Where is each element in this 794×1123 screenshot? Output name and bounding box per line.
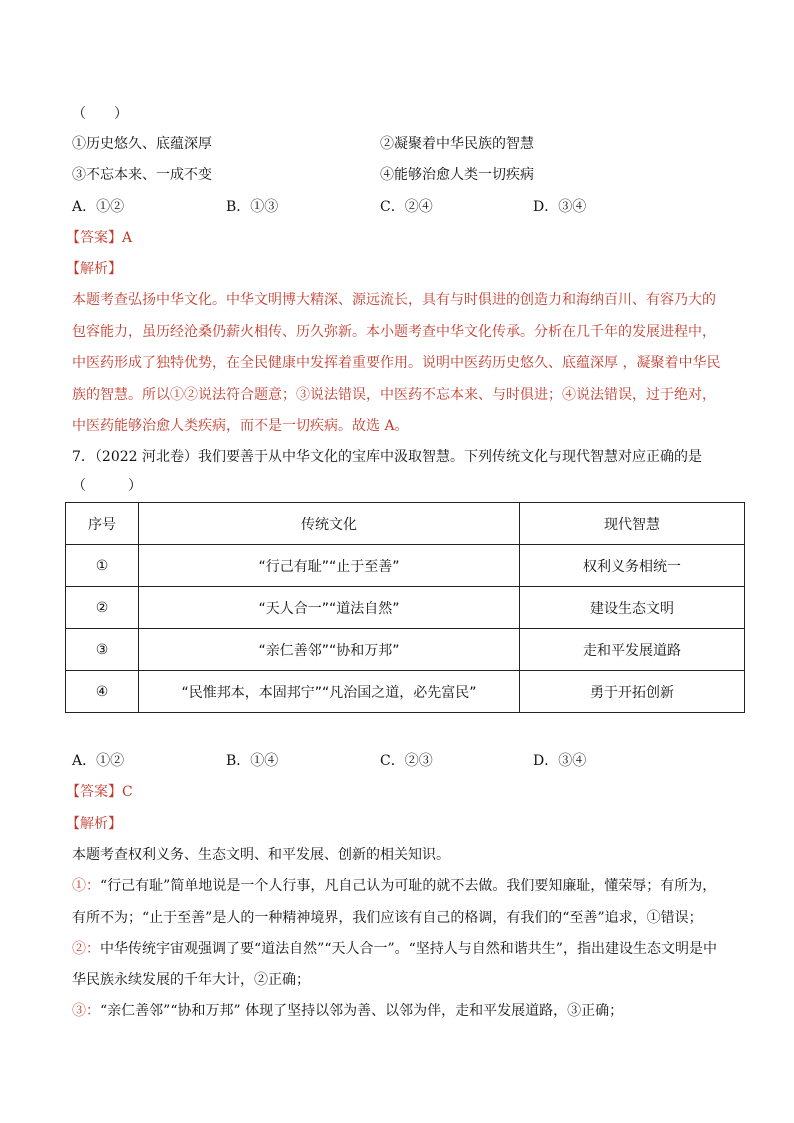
q6-answer xyxy=(66,228,132,248)
header-modern: 现代智慧 xyxy=(520,503,745,545)
q7-answer xyxy=(66,782,133,802)
cell-traditional: “天人合一”“道法自然” xyxy=(139,587,520,629)
header-index: 序号 xyxy=(66,503,139,545)
answer-value: C xyxy=(122,784,133,800)
answer-tag: 【答案】 xyxy=(66,230,122,246)
table-row xyxy=(66,587,745,629)
cell-modern: 建设生态文明 xyxy=(520,587,745,629)
answer-value: A xyxy=(122,230,133,246)
q7-analysis-item xyxy=(72,1001,623,1021)
q7-choice-b: B．①④ xyxy=(226,753,279,769)
q6-analysis-line-4: 族的智慧。所以①②说法符合题意；③说法错误，中医药不忘本来、与时俱进；④说法错误，过于绝对， xyxy=(72,387,716,403)
q7-analysis-item xyxy=(72,908,703,928)
q7-choice-d: D．③④ xyxy=(533,753,587,769)
table-row xyxy=(66,671,745,713)
cell-index: ③ xyxy=(66,629,139,671)
q6-choice-d: D．③④ xyxy=(533,199,587,215)
item-text: 中华传统宇宙观强调了要“道法自然”“天人合一”。“坚持人与自然和谐共生”，指出建设生态文明是中 xyxy=(100,941,717,957)
q7-choice-a: A．①② xyxy=(72,753,125,769)
cell-index: ④ xyxy=(66,671,139,713)
item-text: 华民族永续发展的千年大计，②正确； xyxy=(72,972,310,988)
q6-paren: （ ） xyxy=(72,106,128,122)
header-traditional: 传统文化 xyxy=(139,503,520,545)
item-mark: ①： xyxy=(72,878,100,894)
q6-analysis-line-5: 中医药能够治愈人类疾病，而不是一切疾病。故选 A。 xyxy=(72,418,409,434)
cell-modern: 权利义务相统一 xyxy=(520,545,745,587)
q7-analysis-item xyxy=(72,970,310,990)
item-mark: ③： xyxy=(72,1003,100,1019)
q6-analysis-line-1: 本题考查弘扬中华文化。中华文明博大精深、源远流长，具有与时俱进的创造力和海纳百川、有容乃大的 xyxy=(72,292,716,308)
q6-choice-c: C．②④ xyxy=(380,199,433,215)
cell-traditional: “行己有耻”“止于至善” xyxy=(139,545,520,587)
item-text: “行己有耻”简单地说是一个人行事，凡自己认为可耻的就不去做。我们要知廉耻，懂荣辱；有所为， xyxy=(100,878,717,894)
item-text: 有所不为；“止于至善”是人的一种精神境界，我们应该有自己的格调，有我们的“至善”追求，①错误； xyxy=(72,910,703,926)
answer-tag: 【答案】 xyxy=(66,784,122,800)
cell-modern: 勇于开拓创新 xyxy=(520,671,745,713)
q6-choice-a: A．①② xyxy=(72,199,125,215)
q6-analysis-line-2: 包容能力，虽历经沧桑仍薪火相传、历久弥新。本小题考查中华文化传承。分析在几千年的发展进程中， xyxy=(72,324,716,340)
q7-analysis-tag: 【解析】 xyxy=(66,816,122,832)
q6-choice-b: B．①③ xyxy=(226,199,279,215)
q7-analysis-intro: 本题考查权利义务、生态文明、和平发展、创新的相关知识。 xyxy=(72,847,450,863)
q7-analysis-item xyxy=(72,876,716,896)
q6-analysis-tag: 【解析】 xyxy=(66,261,122,277)
q6-option-4: ④能够治愈人类一切疾病 xyxy=(380,167,534,183)
cell-traditional: “亲仁善邻”“协和万邦” xyxy=(139,629,520,671)
q7-stem: 7．（2022 河北卷）我们要善于从中华文化的宝库中汲取智慧。下列传统文化与现代智慧对应正确的是 xyxy=(72,449,702,465)
cell-traditional: “民惟邦本，本固邦宁”“凡治国之道，必先富民” xyxy=(139,671,520,713)
item-text: “亲仁善邻”“协和万邦” 体现了坚持以邻为善、以邻为伴，走和平发展道路，③正确； xyxy=(100,1003,624,1019)
q6-analysis-line-3: 中医药形成了独特优势，在全民健康中发挥着重要作用。说明中医药历史悠久、底蕴深厚 ，凝聚着中华民 xyxy=(72,355,721,371)
q6-option-2: ②凝聚着中华民族的智慧 xyxy=(380,136,534,152)
q6-option-1: ①历史悠久、底蕴深厚 xyxy=(72,136,212,152)
q7-analysis-item xyxy=(72,939,717,959)
q7-choice-c: C．②③ xyxy=(380,753,433,769)
q6-option-3: ③不忘本来、一成不变 xyxy=(72,167,212,183)
table-row xyxy=(66,545,745,587)
item-mark: ②： xyxy=(72,941,100,957)
table-row xyxy=(66,629,745,671)
cell-index: ① xyxy=(66,545,139,587)
cell-modern: 走和平发展道路 xyxy=(520,629,745,671)
table-header-row xyxy=(66,503,745,545)
q7-table xyxy=(65,502,745,713)
cell-index: ② xyxy=(66,587,139,629)
q7-paren: （ ） xyxy=(72,478,142,494)
